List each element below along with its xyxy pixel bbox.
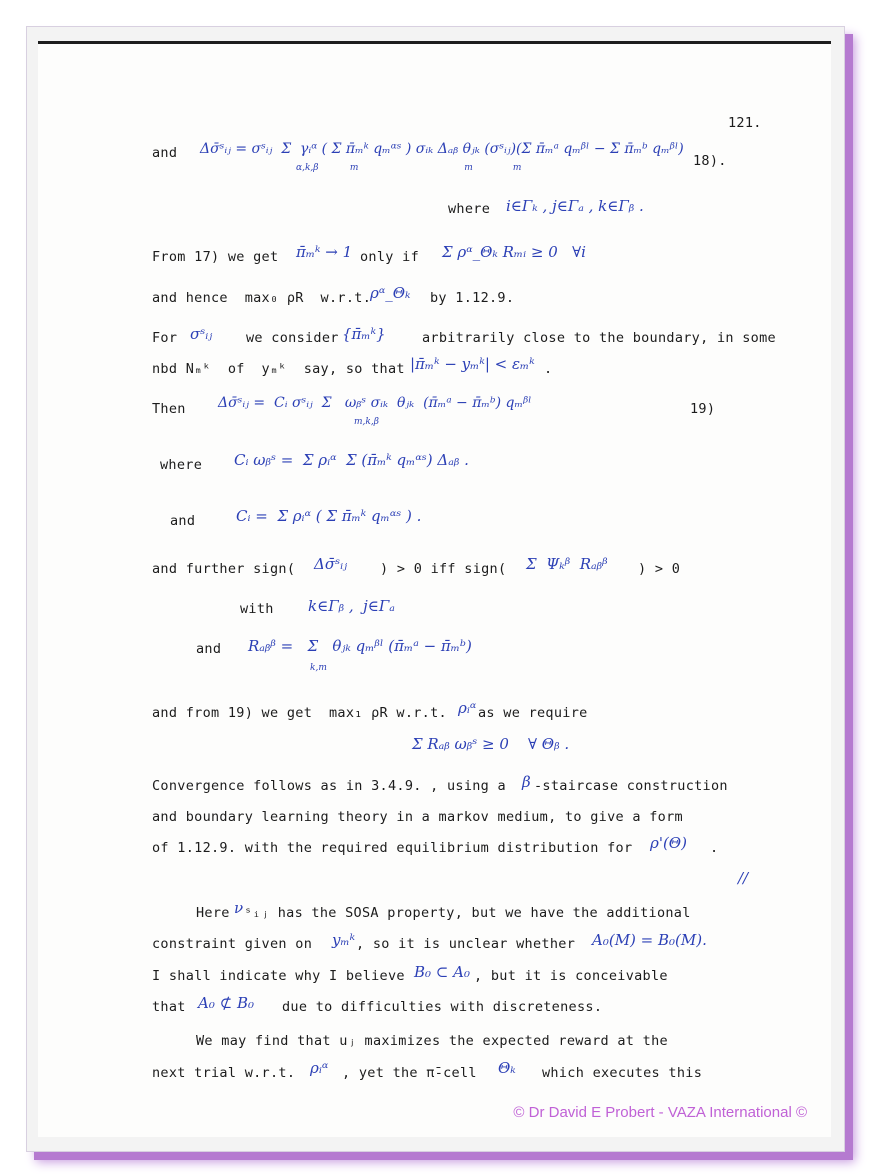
math-y: yₘᵏ: [332, 931, 356, 949]
page-top-edge: [38, 41, 831, 44]
math-pi-to-one: π̄ₘᵏ → 1: [296, 243, 353, 261]
equation-number-19: 19): [690, 401, 716, 417]
math-beta: β: [522, 773, 531, 791]
text-line: due to difficulties with discreteness.: [282, 999, 603, 1015]
text-line: and boundary learning theory in a markov medium, to give a form: [152, 809, 683, 825]
math-nbd-condition: |π̄ₘᵏ − yₘᵏ| < εₘᵏ: [410, 355, 535, 373]
text-line: -staircase construction: [534, 778, 728, 794]
text-line: which executes this: [542, 1065, 703, 1081]
text-line: Here: [196, 905, 230, 921]
manuscript-page: [38, 41, 831, 1137]
equation-18-subscripts: α,k,β m m m: [296, 163, 522, 173]
math-c-definition: Cᵢ = Σ ρᵢᵅ ( Σ π̄ₘᵏ qₘᵅˢ ) .: [236, 507, 422, 525]
text-line: From 17) we get: [152, 249, 279, 265]
text-line: by 1.12.9.: [430, 290, 515, 306]
equation-number-18: 18).: [693, 153, 727, 169]
text-line: ) > 0: [638, 561, 681, 577]
text-line: that: [152, 999, 186, 1015]
math-b-subset-a: B₀ ⊂ A₀: [414, 963, 470, 981]
math-rho-i: ρᵢᵅ: [310, 1059, 329, 1077]
and-label: and: [196, 641, 222, 657]
with-label: with: [240, 601, 274, 617]
page-frame: [26, 26, 845, 1152]
index-sets: i∈Γₖ , j∈Γₐ , k∈Γᵦ .: [506, 197, 644, 215]
copyright-watermark: © Dr David E Probert - VAZA International ©: [513, 1104, 807, 1121]
math-condition: Σ ρᵅ_Θₖ Rₘᵢ ≥ 0 ∀i: [442, 243, 586, 261]
math-index-sets: k∈Γᵦ , j∈Γₐ: [308, 597, 395, 615]
math-delta-sigma: Δσ̄ˢᵢⱼ: [314, 555, 348, 573]
text-line: arbitrarily close to the boundary, in some: [422, 330, 776, 346]
then-label: Then: [152, 401, 186, 417]
text-line: ) > 0 iff sign(: [380, 561, 507, 577]
text-line: I shall indicate why I believe: [152, 968, 405, 984]
math-a-equals-b: A₀(M) = B₀(M).: [592, 931, 707, 949]
end-of-proof-mark: //: [738, 869, 749, 887]
text-line: .: [710, 840, 719, 856]
where-label: where: [160, 457, 203, 473]
text-line: For: [152, 330, 178, 346]
text-line: constraint given on: [152, 936, 313, 952]
math-theta-k: Θₖ: [498, 1059, 516, 1077]
text-line: of 1.12.9. with the required equilibrium distribution for: [152, 840, 633, 856]
text-line: as we require: [478, 705, 588, 721]
text-line: nbd Nₘᵏ of yₘᵏ say, so that: [152, 361, 405, 377]
equation-18: Δσ̄ˢᵢⱼ = σˢᵢⱼ Σ γᵢᵅ ( Σ π̄ₘᵏ qₘᵅˢ ) σᵢₖ Δₐᵦ θⱼₖ (σˢᵢⱼ)(Σ π̄ₘᵃ qₘᵝˡ − Σ π̄ₘᵇ qₘᵝˡ): [200, 141, 684, 157]
text-line: .: [544, 361, 553, 377]
where-label: where: [448, 201, 491, 217]
text-line: and hence max₀ ρR w.r.t.: [152, 290, 372, 306]
math-nu: ν: [234, 899, 244, 917]
text-line: , so it is unclear whether: [356, 936, 576, 952]
text-line: and from 19) we get max₁ ρR w.r.t.: [152, 705, 447, 721]
math-rho-i: ρᵢᵅ: [458, 699, 477, 717]
text-line: and further sign(: [152, 561, 296, 577]
and-label: and: [152, 145, 178, 161]
text-line: Convergence follows as in 3.4.9. , using a: [152, 778, 506, 794]
equation-19-subscripts: m,k,β: [354, 417, 379, 427]
math-rho-theta: ρᵅ_Θₖ: [370, 284, 411, 302]
math-r-subscripts: k,m: [310, 663, 327, 673]
page-number: 121.: [728, 115, 762, 131]
math-c-omega: Cᵢ ωᵦˢ = Σ ρᵢᵅ Σ (π̄ₘᵏ qₘᵅˢ) Δₐᵦ .: [234, 451, 469, 469]
math-r-definition: Rₐᵦᵝ = Σ θⱼₖ qₘᵝˡ (π̄ₘᵃ − π̄ₘᵇ): [248, 637, 472, 655]
math-sigma: σˢᵢⱼ: [190, 325, 213, 343]
math-requirement: Σ Rₐᵦ ωᵦˢ ≥ 0 ∀ Θᵦ .: [412, 735, 570, 753]
equation-19: Δσ̄ˢᵢⱼ = Cᵢ σˢᵢⱼ Σ ωᵦˢ σᵢₖ θⱼₖ (π̄ₘᵃ − π̄ₘᵇ) qₘᵝˡ: [218, 395, 532, 411]
text-line: , yet the π̄-cell: [342, 1065, 477, 1081]
math-rho-prime: ρ'(Θ): [650, 834, 687, 852]
text-line: we consider: [246, 330, 339, 346]
math-pi-set: {π̄ₘᵏ}: [342, 325, 386, 343]
text-line: , but it is conceivable: [474, 968, 668, 984]
and-label: and: [170, 513, 196, 529]
text-line: only if: [360, 249, 419, 265]
math-a-not-subset-b: A₀ ⊄ B₀: [198, 994, 254, 1012]
text-line: ˢᵢⱼ has the SOSA property, but we have the additional: [244, 905, 691, 921]
text-line: next trial w.r.t.: [152, 1065, 296, 1081]
text-line: We may find that uⱼ maximizes the expected reward at the: [196, 1033, 668, 1049]
math-psi-r: Σ Ψₖᵝ Rₐᵦᵝ: [526, 555, 608, 573]
